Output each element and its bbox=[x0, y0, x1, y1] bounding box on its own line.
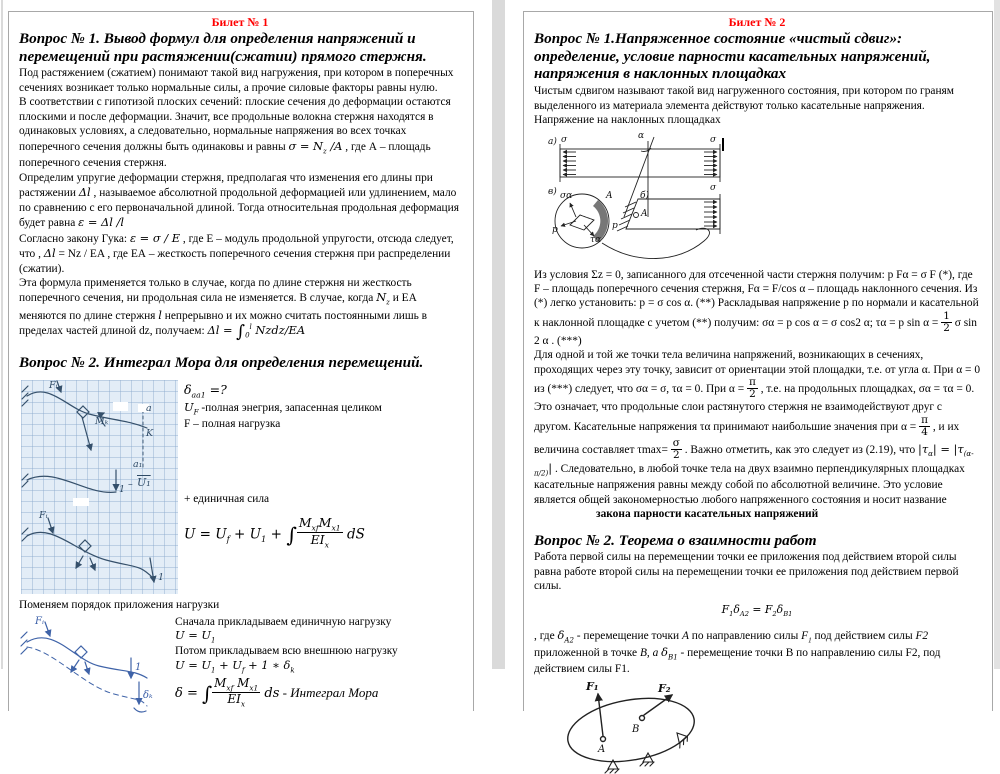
uf-definition: $U_F$ -полная энегрия, запасенная целиком bbox=[184, 400, 382, 417]
paragraph-equilibrium: Из условия Σz = 0, записанного для отсеченной части стержня получим: p Fα = σ F (*), где F – площадь поперечного сечения стержня, Fα = F/cos α – площадь наклонного сечения. Из (*) легко установить: p = σ cos α. (**) Раскладывая напряжение p по нормали и касательной к наклонной площадке с учетом (**) получим: σα = p cos α = σ cos2 α; τα = p sin α = $\frac{1}{2}$ σ sin 2 α . (***) bbox=[534, 268, 979, 347]
f-definition: F – полная нагрузка bbox=[184, 418, 281, 431]
question-2-heading: Вопрос № 2. Интеграл Мора для определения перемещений. bbox=[19, 354, 424, 372]
paragraph-hooke-law: Согласно закону Гука: ε = σ / E , где Е – модуль продольной упругости, отсюда следует, что , Δl = Nz / EA , где ЕА – жесткость поперечного сечения стержня при распределении (сжатии). bbox=[19, 230, 454, 275]
label-subfig-v: в) bbox=[548, 186, 557, 197]
label-force-fi-3: Fᵢ bbox=[35, 615, 44, 627]
paragraph-tension-definition: Под растяжением (сжатием) понимают такой вид нагружения, при котором в поперечных сечениях возникает только нормальные силы, а прочие силовые факторы равны нулю. bbox=[19, 67, 454, 94]
ticket-1-title: Билет № 1 bbox=[211, 15, 269, 29]
label-force-fi-2: Fᵢ bbox=[39, 510, 48, 522]
mohr-final-block bbox=[19, 616, 461, 748]
formula-reciprocity: $F_1\delta_{A2} = F_2\delta_{B1}$ bbox=[721, 602, 793, 618]
label-force-fi: Fᵢ bbox=[49, 380, 58, 392]
window-left-edge bbox=[1, 0, 3, 669]
paragraph-shear-pairing-law: закона парности касательных напряжений bbox=[596, 508, 819, 521]
document-page-2[interactable] bbox=[523, 11, 993, 755]
formula-u-sum: $U = U_1 + U_f + 1$ ∗ $\delta_k$ bbox=[175, 658, 295, 675]
body-with-forces-sketch bbox=[556, 679, 706, 774]
formula-u-equals-u1: $U = U_1$ bbox=[175, 628, 216, 645]
label-subfig-b: б) bbox=[640, 190, 650, 201]
label-unit-load-2: 1 bbox=[158, 572, 165, 584]
label-unit-load-3: 1 bbox=[135, 661, 142, 673]
label-sigma-bar2: σ bbox=[710, 182, 717, 193]
label-point-B: B bbox=[632, 723, 640, 735]
label-point-A-circle: A bbox=[606, 190, 613, 201]
label-point-a1: a₁ bbox=[133, 459, 143, 471]
label-moment-mk: Mₖ bbox=[95, 416, 109, 428]
label-point-A-bar: A bbox=[641, 208, 648, 219]
label-tau-alpha: τα bbox=[590, 234, 602, 245]
label-energy-u1: U₁ bbox=[137, 476, 151, 490]
label-point-k: K bbox=[146, 428, 154, 440]
label-dash: – bbox=[128, 479, 133, 491]
mohr-figures-block bbox=[19, 380, 461, 598]
paragraph-inclined-planes: Напряжение на наклонных площадках bbox=[534, 114, 721, 127]
paragraph-formula-applicability: Эта формула применяется только в случае, когда по длине стержня ни жесткость поперечного сечения, ни продольная сила не изменяется. В случае, когда $N_z$ и ЕА меняются по длине стержня l непрерывно и их можно считать постоянными лишь в пределах частей длиной dz, получаем: $\Delta l = \int_0^l$ Nzdz/EA bbox=[19, 276, 428, 343]
mohr-side-notes bbox=[184, 382, 382, 550]
label-point-A: A bbox=[598, 743, 606, 755]
paragraph-plane-sections: В соответствии с гипотизой плоских сечений: плоские сечения до деформации остаются плоскими и после деформации. Значит, все продольные волокна стержня находятся в одинаковых условиях, а следовательно, нормальные напряжения во всех точках поперечного сечения должны быть одинаковы и равны $\sigma = N_z$ /A , где А – площадь поперечного сечения стержня. bbox=[19, 96, 451, 170]
question-2-heading-right: Вопрос № 2. Теорема о взаимности работ bbox=[534, 531, 817, 549]
label-subfig-a: а) bbox=[548, 136, 557, 147]
reciprocity-figure bbox=[534, 679, 980, 774]
label-unit-load: 1 bbox=[119, 484, 126, 496]
ticket-2-title: Билет № 2 bbox=[728, 15, 786, 29]
paragraph-pure-shear-definition: Чистым сдвигом называют такой вид нагруженного состояния, при котором по граням выделенного из материала элемента действуют только касательные напряжения. bbox=[534, 85, 955, 112]
paragraph-delta-definitions: , где $\delta_{A2}$ - перемещение точки А по направлению силы $F_1$ под действием силы F2 приложенной в точке B, а $\delta_{B1}$ - перемещение точки B по направлению силы F2, под действием силы F1. bbox=[534, 627, 941, 676]
mohr-sketch-drawing bbox=[21, 380, 178, 594]
text-cursor bbox=[722, 138, 724, 151]
label-sigma-alpha: σα bbox=[560, 190, 573, 201]
formula-total-energy: $U = U_f + U_1$ + ∫ $\frac{M_{xf}M_{x1}}{EI_x}$ dS bbox=[184, 514, 365, 550]
delta-question: $\delta_{aa1}$ =? bbox=[184, 382, 227, 400]
unit-force-note: + единичная сила bbox=[184, 492, 270, 505]
label-delta-k: δₖ bbox=[143, 689, 153, 701]
document-page-1[interactable] bbox=[8, 11, 474, 711]
pen-sketch-drawing bbox=[19, 620, 169, 738]
label-sigma-right: σ bbox=[710, 134, 717, 145]
label-sigma-left: σ bbox=[561, 134, 568, 145]
window-right-edge bbox=[994, 0, 1000, 669]
paragraph-reciprocity-theorem: Работа первой силы на перемещении точки ее приложения под действием второй силы равна работе второй силы на перемещении точки ее приложения под действием первой силы. bbox=[534, 551, 959, 593]
formula-mohr-integral: δ = ∫ $\frac{M_{xf} M_{x1}}{EI_x}$ ds - Интеграл Мора bbox=[175, 676, 379, 709]
question-1-heading: Вопрос № 1. Вывод формул для определения напряжений и перемещений при растяжении(сжатии) прямого стержня. bbox=[19, 30, 427, 65]
note-unit-first: Сначала прикладываем единичную нагрузку bbox=[175, 615, 392, 628]
question-1-heading-right: Вопрос № 1.Напряженное состояние «чистый сдвиг»: определение, условие парности касательных напряжений, напряжения в наклонных площадках bbox=[534, 30, 931, 83]
inclined-stress-figure bbox=[534, 130, 980, 265]
hand-sketch-graph-paper bbox=[21, 380, 178, 594]
page-gap-divider bbox=[492, 0, 505, 669]
paragraph-stress-orientation: Для одной и той же точки тела величина напряжений, возникающих в сечениях, проходящих через эту точку, зависит от ориентации этой площадки, т.е. от угла α. При α = 0 из (***) следует, что σα = σ, τα = 0. При α = $\frac{\pi}{2}$ , т.е. на продольных площадках, σα = τα = 0. Это означает, что продольные слои растянутого стержня не взаимодействуют друг с другом. Касательные напряжения τα принимают наибольшие значения при α = $\frac{\pi}{4}$ , и их величина составляет τmax= $\frac{\sigma}{2}$ . Важно отметить, как это следует из (2.19), что $|\tau_\alpha| = |\tau_{(\alpha-\pi/2)}|$ . Следовательно, в любой точке тела на двух взаимно перпендикулярных площадках касательные напряжения равны между собой по абсолютной величине. Это условие является общей закономерностью любого напряженного состояния и носит название bbox=[534, 349, 981, 506]
label-point-a: a bbox=[146, 403, 152, 415]
label-alpha: α bbox=[638, 130, 645, 141]
paragraph-elastic-deformation: Определим упругие деформации стержня, предполагая что изменения его длины при растяжении Δl , называемое абсолютной продольной деформацией или удлинением, мало по сравнению с его первоначальной длиной. Тогда относительная продольная деформация будет равна ε = Δl /l bbox=[19, 171, 459, 230]
load-order-notes bbox=[175, 616, 398, 709]
note-then-external: Потом прикладываем всю внешнюю нагрузку bbox=[175, 645, 398, 658]
label-force-f2: F₂ bbox=[658, 681, 671, 695]
label-p-circle: p bbox=[552, 224, 558, 235]
label-force-f1: F₁ bbox=[586, 679, 599, 693]
label-p-face: p bbox=[612, 220, 618, 231]
paragraph-reorder-loads: Поменяем порядок приложения нагрузки bbox=[19, 599, 220, 612]
